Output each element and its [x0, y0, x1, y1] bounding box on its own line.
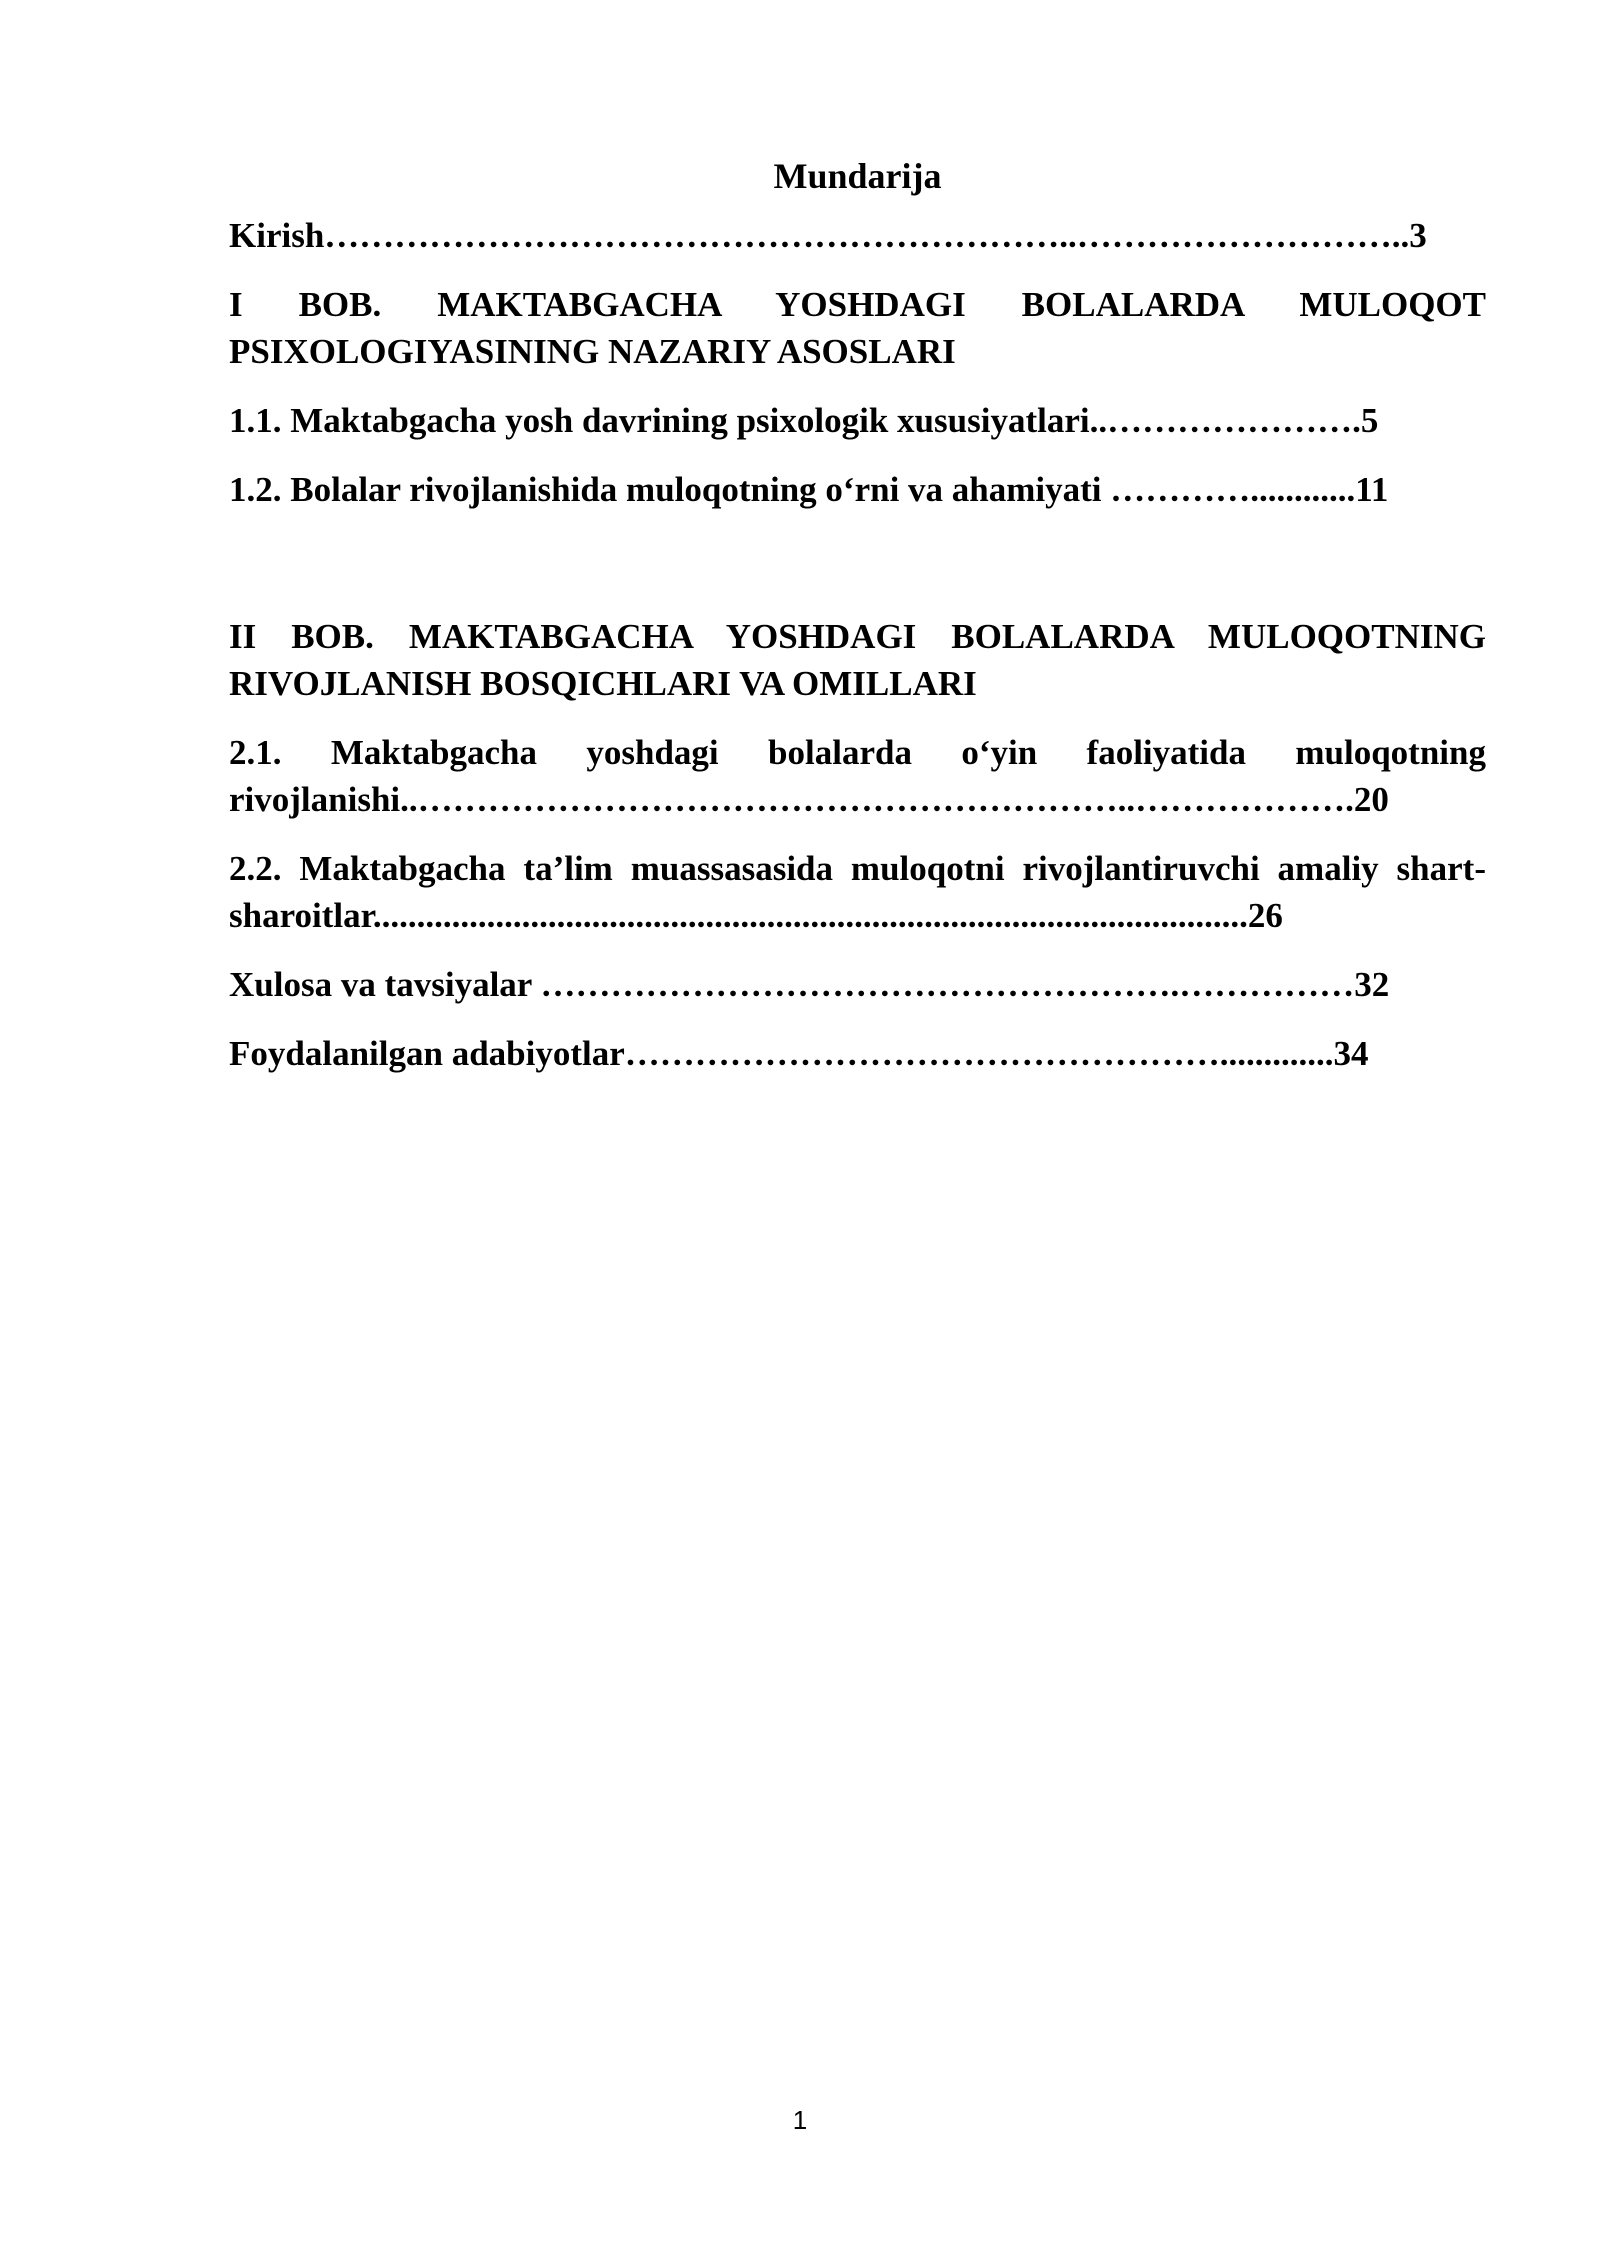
toc-title: Mundarija — [773, 156, 942, 196]
table-of-contents — [229, 148, 1486, 1099]
toc-entry-introduction: Kirish………………………………………………………..………………………..3 — [229, 216, 1427, 255]
toc-entry-2-2: 2.2. Maktabgacha ta’lim muassasasida muloqotni rivojlantiruvchi amaliy shart-sharoitlar....................................................................................................26 — [229, 849, 1486, 935]
toc-entry-references: Foydalanilgan adabiyotlar…………………………………………….............34 — [229, 1034, 1369, 1073]
toc-entry-2-1: 2.1. Maktabgacha yoshdagi bolalarda o‘yin faoliyatida muloqotning rivojlanishi..……………………………………………………..……………….20 — [229, 733, 1486, 819]
toc-chapter-2-heading: II BOB. MAKTABGACHA YOSHDAGI BOLALARDA MULOQOTNING RIVOJLANISH BOSQICHLARI VA OMILLARI — [229, 617, 1486, 703]
toc-entry-1-1: 1.1. Maktabgacha yosh davrining psixologik xususiyatlari..………………….5 — [229, 401, 1379, 440]
toc-entry-1-2: 1.2. Bolalar rivojlanishida muloqotning o‘rni va ahamiyati …………............11 — [229, 470, 1389, 509]
page-number: 1 — [792, 2105, 808, 2135]
toc-entry-conclusion: Xulosa va tavsiyalar ……………………………………………….……………32 — [229, 965, 1390, 1004]
toc-chapter-1-heading: I BOB. MAKTABGACHA YOSHDAGI BOLALARDA MULOQOT PSIXOLOGIYASINING NAZARIY ASOSLARI — [229, 285, 1486, 371]
